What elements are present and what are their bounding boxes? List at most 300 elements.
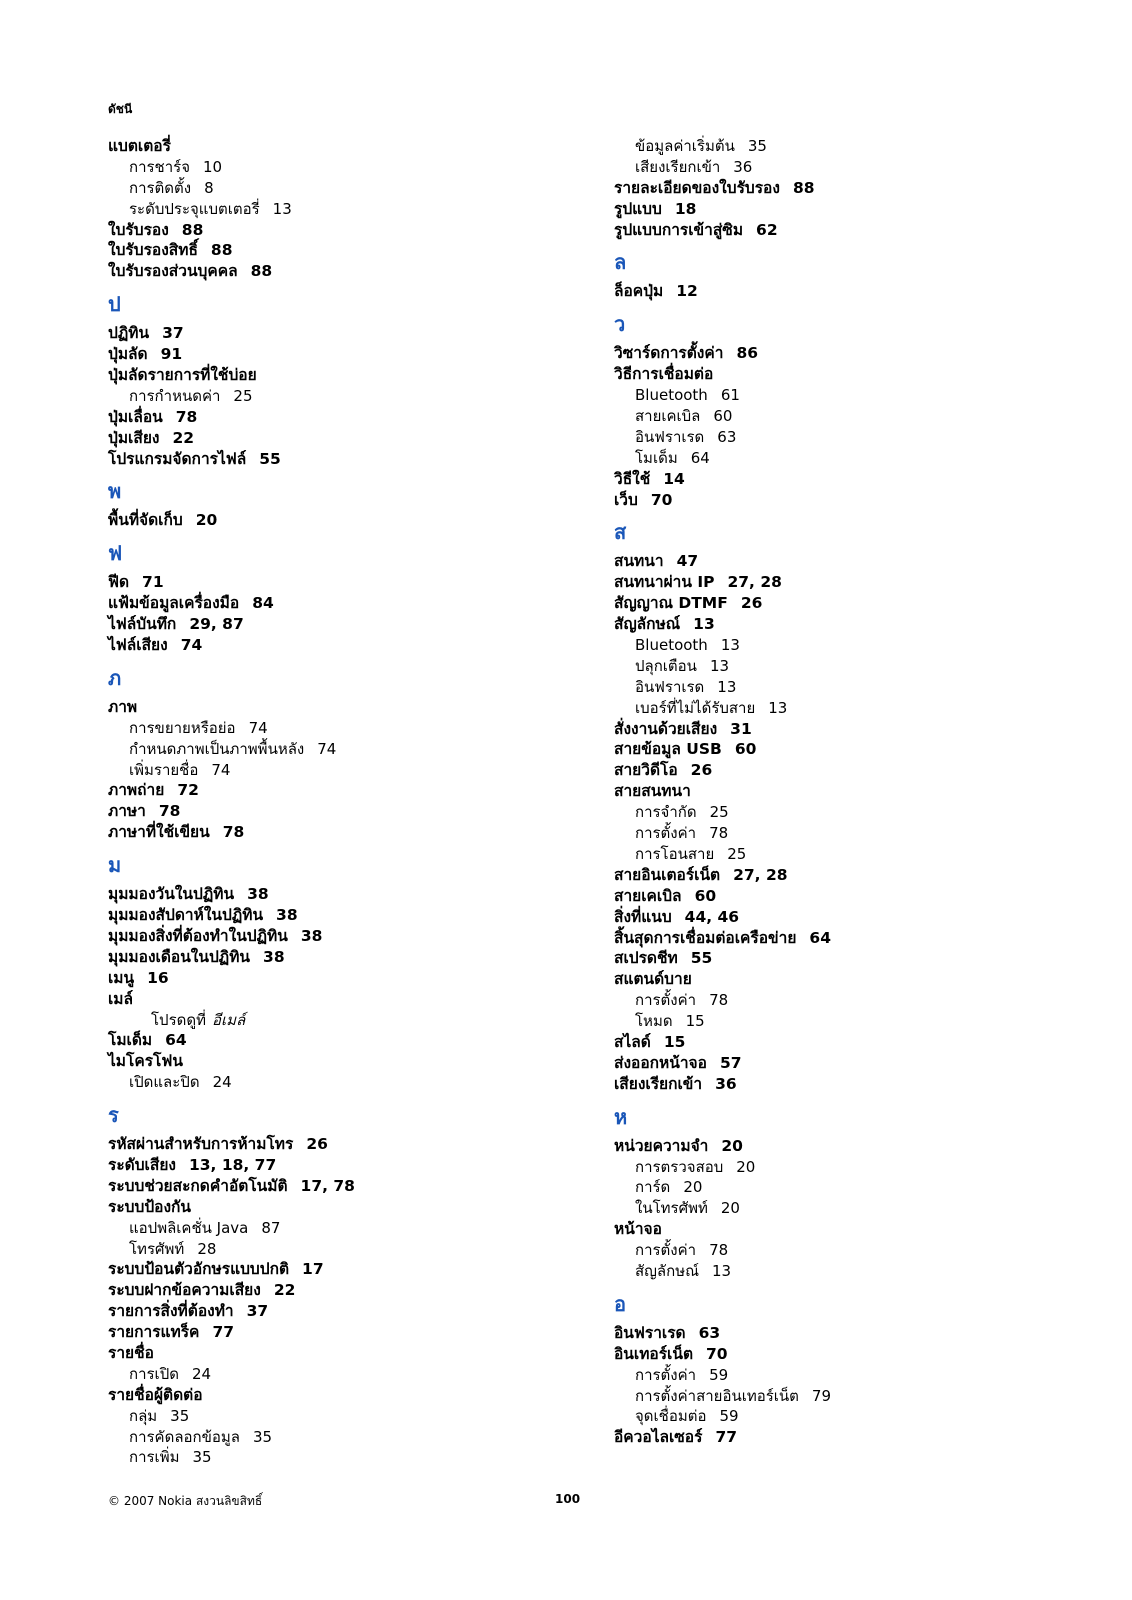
entry-term: ปุ่มลัด	[108, 345, 148, 364]
index-subentry	[614, 990, 1084, 1011]
index-subentry	[614, 448, 1084, 469]
entry-page-ref: 60	[694, 886, 717, 905]
index-subentry	[614, 802, 1084, 823]
entry-page-ref: 77	[715, 1428, 738, 1447]
entry-page-ref: 63	[698, 1323, 721, 1342]
index-section-letter: ร	[108, 1103, 119, 1128]
index-entry	[108, 801, 578, 822]
entry-page-ref: 78	[709, 1241, 729, 1260]
entry-term: อินเทอร์เน็ต	[614, 1344, 694, 1363]
entry-term: การตั้งค่า	[635, 1365, 697, 1384]
index-subentry	[614, 1177, 1084, 1198]
index-subentry	[614, 136, 1084, 157]
entry-page-ref: 35	[747, 137, 767, 155]
entry-page-ref: 25	[709, 803, 729, 822]
entry-page-ref: 74	[317, 739, 337, 758]
entry-page-ref: 55	[259, 449, 281, 468]
entry-page-ref: 78	[222, 823, 245, 842]
entry-page-ref: 17	[302, 1260, 324, 1279]
entry-term: เมล์	[108, 989, 134, 1008]
entry-term: การตรวจสอบ	[635, 1157, 724, 1176]
entry-page-ref: 24	[191, 1364, 212, 1383]
footer-page-number: 100	[555, 1492, 581, 1506]
entry-page-ref: 16	[147, 968, 169, 987]
entry-page-ref: 20	[720, 1199, 740, 1218]
index-entry	[614, 593, 1084, 614]
entry-term: ในโทรศัพท์	[635, 1199, 708, 1218]
index-subentry	[108, 1239, 578, 1260]
entry-term: เว็บ	[614, 490, 638, 509]
entry-page-ref: 20	[736, 1157, 756, 1176]
index-subentry	[614, 635, 1084, 656]
index-entry	[108, 344, 578, 365]
index-entry	[614, 364, 1084, 385]
entry-term: ใบรับรองสิทธิ์	[108, 241, 198, 260]
entry-term: การตั้งค่า	[635, 1241, 697, 1260]
index-entry	[108, 428, 578, 449]
index-subentry	[108, 1072, 578, 1093]
entry-term: โทรศัพท์	[129, 1239, 185, 1258]
entry-page-ref: 8	[204, 178, 214, 197]
entry-page-ref: 71	[142, 573, 164, 592]
entry-term: โปรแกรมจัดการไฟล์	[108, 449, 247, 468]
index-subentry	[614, 1011, 1084, 1032]
entry-term: การตั้งค่า	[635, 824, 697, 843]
index-section-letter: ภ	[108, 665, 122, 690]
entry-page-ref: 84	[252, 594, 274, 613]
entry-page-ref: 38	[300, 926, 323, 945]
entry-term: การโอนสาย	[635, 844, 715, 863]
entry-term: สายวิดีโอ	[614, 761, 678, 780]
entry-page-ref: 87	[261, 1218, 281, 1237]
index-subentry	[614, 1386, 1084, 1407]
index-subentry	[614, 656, 1084, 677]
index-subentry	[108, 1427, 578, 1448]
entry-term: สนทนาผ่าน IP	[614, 573, 715, 592]
index-entry	[614, 343, 1084, 364]
entry-page-ref: 14	[663, 469, 685, 488]
entry-page-ref: 13	[720, 636, 740, 655]
entry-page-ref: 88	[181, 220, 204, 239]
index-entry	[108, 261, 578, 282]
entry-page-ref: 26	[306, 1135, 328, 1154]
entry-term: โมเด็ม	[108, 1031, 153, 1050]
index-section-letter: ห	[614, 1104, 628, 1129]
entry-page-ref: 37	[246, 1302, 269, 1321]
index-subentry	[614, 1157, 1084, 1178]
index-entry	[108, 572, 578, 593]
index-section-letter: ฟ	[108, 541, 123, 566]
entry-term: การคัดลอกข้อมูล	[129, 1427, 240, 1446]
entry-term: ล็อคปุ่ม	[614, 282, 664, 301]
index-entry	[108, 947, 578, 968]
entry-term: การตั้งค่า	[635, 991, 697, 1010]
index-subentry	[108, 199, 578, 220]
entry-page-ref: 27, 28	[733, 865, 788, 884]
entry-page-ref: 13, 18, 77	[188, 1155, 277, 1174]
entry-term: กำหนดภาพเป็นภาพพื้นหลัง	[129, 739, 305, 758]
entry-page-ref: 64	[690, 448, 710, 467]
index-subentry	[614, 406, 1084, 427]
entry-term: ฟีด	[108, 573, 130, 592]
entry-page-ref: 10	[203, 157, 223, 176]
entry-page-ref: 22	[273, 1281, 296, 1300]
index-entry	[614, 1427, 1084, 1448]
index-entry	[614, 1053, 1084, 1074]
index-entry	[108, 968, 578, 989]
entry-term: สิ้นสุดการเชื่อมต่อเครือข่าย	[614, 928, 797, 947]
index-entry	[614, 739, 1084, 760]
entry-page-ref: 17, 78	[300, 1176, 355, 1195]
index-entry	[108, 905, 578, 926]
see-label: โปรดดูที่	[151, 1010, 207, 1029]
entry-term: โหมด	[635, 1012, 673, 1031]
entry-term: Bluetooth	[635, 386, 708, 405]
entry-page-ref: 64	[809, 928, 831, 947]
entry-page-ref: 29, 87	[189, 615, 244, 634]
index-entry	[614, 614, 1084, 635]
index-subentry	[108, 1406, 578, 1427]
index-section-letter: พ	[108, 479, 122, 504]
index-entry	[614, 781, 1084, 802]
entry-term: วิธีใช้	[614, 469, 651, 488]
index-see-reference	[108, 1010, 578, 1031]
entry-term: การตั้งค่าสายอินเทอร์เน็ต	[635, 1386, 799, 1405]
index-subentry	[614, 1406, 1084, 1427]
index-entry	[108, 449, 578, 470]
entry-term: จุดเชื่อมต่อ	[635, 1407, 707, 1426]
entry-term: รูปแบบ	[614, 199, 662, 218]
index-entry	[614, 1323, 1084, 1344]
index-entry	[614, 1219, 1084, 1240]
index-entry	[614, 178, 1084, 199]
entry-term: ข้อมูลค่าเริ่มต้น	[635, 137, 735, 155]
entry-page-ref: 15	[685, 1012, 705, 1031]
entry-term: อินฟราเรด	[614, 1323, 686, 1342]
index-subentry	[614, 1198, 1084, 1219]
index-section-letter: ส	[614, 520, 627, 545]
entry-term: มุมมองเดือนในปฏิทิน	[108, 947, 251, 966]
entry-page-ref: 59	[719, 1407, 739, 1426]
entry-term: สนทนา	[614, 552, 664, 571]
index-entry	[614, 199, 1084, 220]
entry-page-ref: 88	[792, 178, 815, 197]
entry-page-ref: 78	[709, 991, 729, 1010]
entry-term: อีควอไลเซอร์	[614, 1428, 703, 1447]
index-entry	[108, 240, 578, 261]
index-entry	[108, 697, 578, 718]
entry-term: อินฟราเรด	[635, 427, 705, 446]
entry-page-ref: 38	[247, 885, 269, 904]
entry-term: การจำกัด	[635, 803, 697, 822]
index-subentry	[108, 718, 578, 739]
entry-page-ref: 63	[717, 427, 737, 446]
entry-page-ref: 77	[212, 1323, 235, 1342]
entry-page-ref: 72	[177, 781, 199, 800]
entry-page-ref: 13	[712, 1261, 732, 1280]
entry-page-ref: 59	[709, 1365, 729, 1384]
entry-term: ภาษาที่ใช้เขียน	[108, 823, 210, 842]
entry-term: สิ่งที่แนบ	[614, 907, 672, 926]
index-entry	[614, 281, 1084, 302]
index-section-letter: ม	[108, 853, 122, 878]
index-entry	[614, 865, 1084, 886]
index-entry	[108, 926, 578, 947]
index-entry	[614, 928, 1084, 949]
entry-page-ref: 25	[727, 844, 747, 863]
index-subentry	[614, 677, 1084, 698]
entry-page-ref: 25	[233, 386, 253, 405]
entry-term: สไลด์	[614, 1032, 651, 1051]
entry-term: รายชื่อ	[108, 1343, 154, 1362]
index-subentry	[108, 386, 578, 407]
entry-page-ref: 35	[170, 1406, 190, 1425]
entry-page-ref: 88	[210, 241, 233, 260]
entry-term: การเปิด	[129, 1364, 179, 1383]
entry-term: ไมโครโฟน	[108, 1052, 183, 1071]
entry-term: ระบบป้องกัน	[108, 1197, 192, 1216]
index-entry	[614, 1032, 1084, 1053]
entry-term: ภาษา	[108, 802, 146, 821]
index-entry	[108, 1155, 578, 1176]
entry-term: ไฟล์บันทึก	[108, 615, 177, 634]
entry-term: เพิ่มรายชื่อ	[129, 760, 199, 779]
index-entry	[108, 1280, 578, 1301]
entry-page-ref: 57	[719, 1053, 742, 1072]
entry-page-ref: 78	[709, 824, 729, 843]
index-entry	[108, 1322, 578, 1343]
entry-page-ref: 13	[768, 698, 788, 717]
entry-page-ref: 15	[663, 1032, 686, 1051]
index-entry	[108, 1197, 578, 1218]
entry-page-ref: 20	[721, 1136, 743, 1155]
entry-page-ref: 44, 46	[684, 907, 740, 926]
entry-page-ref: 55	[690, 949, 713, 968]
entry-page-ref: 20	[683, 1178, 703, 1197]
entry-term: รหัสผ่านสำหรับการห้ามโทร	[108, 1135, 294, 1154]
entry-term: ภาพ	[108, 697, 138, 716]
entry-term: เปิดและปิด	[129, 1073, 200, 1092]
entry-page-ref: 70	[706, 1344, 728, 1363]
entry-term: ระบบช่วยสะกดคำอัตโนมัติ	[108, 1176, 288, 1195]
entry-page-ref: 13	[693, 615, 715, 634]
entry-term: สแตนด์บาย	[614, 970, 692, 989]
entry-term: วิธีการเชื่อมต่อ	[614, 365, 714, 384]
entry-page-ref: 78	[158, 802, 181, 821]
index-subentry	[108, 178, 578, 199]
entry-term: สายเคเบิล	[635, 407, 701, 426]
entry-page-ref: 60	[734, 740, 757, 759]
entry-term: รายชื่อผู้ติดต่อ	[108, 1385, 203, 1404]
index-entry	[108, 989, 578, 1010]
index-entry	[108, 1343, 578, 1364]
entry-term: สายเคเบิล	[614, 886, 682, 905]
entry-term: ระบบป้อนตัวอักษรแบบปกติ	[108, 1260, 290, 1279]
index-entry	[108, 1176, 578, 1197]
entry-page-ref: 38	[263, 947, 285, 966]
entry-page-ref: 35	[192, 1448, 212, 1467]
entry-page-ref: 60	[713, 407, 733, 426]
entry-term: เสียงเรียกเข้า	[635, 157, 721, 176]
index-entry	[614, 886, 1084, 907]
entry-page-ref: 18	[674, 199, 697, 218]
entry-term: การชาร์จ	[129, 157, 191, 176]
entry-page-ref: 26	[690, 761, 713, 780]
entry-term: สายอินเตอร์เน็ต	[614, 865, 721, 884]
footer-copyright: © 2007 Nokia สงวนลิขสิทธิ์	[108, 1494, 263, 1508]
entry-term: ระบบฝากข้อความเสียง	[108, 1281, 261, 1300]
entry-page-ref: 91	[160, 345, 183, 364]
entry-term: สายข้อมูล USB	[614, 740, 722, 759]
entry-page-ref: 20	[195, 511, 218, 530]
index-entry	[614, 572, 1084, 593]
index-subentry	[614, 844, 1084, 865]
entry-page-ref: 47	[676, 552, 699, 571]
index-subentry	[614, 1240, 1084, 1261]
entry-term: ปุ่มลัดรายการที่ใช้บ่อย	[108, 366, 257, 385]
index-column-left	[108, 136, 578, 1468]
entry-page-ref: 78	[175, 407, 198, 426]
entry-term: รายละเอียดของใบรับรอง	[614, 178, 780, 197]
entry-page-ref: 36	[715, 1074, 737, 1093]
entry-term: Bluetooth	[635, 636, 708, 655]
index-entry	[614, 469, 1084, 490]
entry-page-ref: 22	[172, 428, 195, 447]
index-entry	[614, 969, 1084, 990]
entry-page-ref: 64	[165, 1031, 187, 1050]
entry-term: ใบรับรอง	[108, 220, 169, 239]
entry-term: สัญลักษณ์	[614, 615, 681, 634]
index-entry	[108, 635, 578, 656]
entry-page-ref: 27, 28	[727, 573, 782, 592]
entry-term: สั่งงานด้วยเสียง	[614, 719, 718, 738]
entry-term: สเปรดชีท	[614, 949, 678, 968]
entry-term: การขยายหรือย่อ	[129, 718, 236, 737]
entry-term: ภาพถ่าย	[108, 781, 165, 800]
entry-term: วิซาร์ดการตั้งค่า	[614, 344, 724, 363]
entry-term: รายการสิ่งที่ต้องทำ	[108, 1302, 234, 1321]
entry-term: รายการแทร็ค	[108, 1323, 200, 1342]
entry-term: พื้นที่จัดเก็บ	[108, 511, 183, 530]
index-entry	[108, 1030, 578, 1051]
entry-term: ใบรับรองส่วนบุคคล	[108, 262, 238, 281]
index-subentry	[614, 157, 1084, 178]
entry-term: ส่งออกหน้าจอ	[614, 1053, 707, 1072]
index-subentry	[614, 823, 1084, 844]
entry-page-ref: 74	[211, 760, 231, 779]
index-entry	[108, 407, 578, 428]
entry-term: หน้าจอ	[614, 1220, 662, 1239]
entry-term: อินฟราเรด	[635, 677, 705, 696]
index-subentry	[108, 760, 578, 781]
entry-page-ref: 28	[197, 1239, 217, 1258]
index-entry	[108, 220, 578, 241]
index-entry	[614, 948, 1084, 969]
entry-term: โมเด็ม	[635, 448, 678, 467]
entry-page-ref: 70	[650, 490, 673, 509]
index-entry	[614, 1074, 1084, 1095]
entry-page-ref: 26	[740, 594, 763, 613]
index-entry	[108, 136, 578, 157]
index-section-letter: ว	[614, 312, 626, 337]
index-subentry	[108, 1447, 578, 1468]
entry-page-ref: 37	[162, 324, 184, 343]
index-entry	[108, 822, 578, 843]
index-entry	[614, 490, 1084, 511]
index-column-right	[614, 136, 1084, 1448]
entry-term: ปลุกเตือน	[635, 656, 697, 675]
index-subentry	[108, 739, 578, 760]
entry-page-ref: 61	[720, 386, 740, 405]
entry-page-ref: 62	[756, 220, 778, 239]
index-section-letter: อ	[614, 1291, 627, 1316]
index-section-letter: ล	[614, 250, 627, 275]
entry-term: เมนู	[108, 968, 135, 987]
entry-term: กลุ่ม	[129, 1406, 158, 1425]
index-subentry	[614, 385, 1084, 406]
index-entry	[108, 1301, 578, 1322]
entry-page-ref: 12	[676, 282, 698, 301]
index-entry	[108, 1134, 578, 1155]
entry-term: แอปพลิเคชั่น Java	[129, 1218, 249, 1237]
index-entry	[108, 365, 578, 386]
entry-term: ปุ่มเลื่อน	[108, 407, 163, 426]
index-entry	[614, 220, 1084, 241]
see-target: อีเมล์	[212, 1010, 246, 1029]
index-entry	[108, 780, 578, 801]
index-entry	[108, 593, 578, 614]
entry-term: การเพิ่ม	[129, 1448, 180, 1467]
index-entry	[614, 1136, 1084, 1157]
index-entry	[614, 719, 1084, 740]
entry-term: แฟ้มข้อมูลเครื่องมือ	[108, 594, 240, 613]
entry-term: แบตเตอรี่	[108, 137, 171, 155]
entry-page-ref: 79	[811, 1386, 832, 1405]
index-subentry	[614, 1365, 1084, 1386]
index-section-letter: ป	[108, 292, 121, 317]
index-entry	[614, 551, 1084, 572]
entry-page-ref: 35	[252, 1427, 273, 1446]
entry-term: สัญญาณ DTMF	[614, 594, 728, 613]
entry-term: สัญลักษณ์	[635, 1261, 700, 1280]
index-entry	[614, 907, 1084, 928]
index-entry	[108, 323, 578, 344]
entry-term: มุมมองวันในปฏิทิน	[108, 885, 235, 904]
entry-page-ref: 74	[248, 718, 268, 737]
entry-page-ref: 38	[276, 906, 298, 925]
index-subentry	[614, 1261, 1084, 1282]
entry-term: ไฟล์เสียง	[108, 636, 168, 655]
index-entry	[614, 1344, 1084, 1365]
index-subentry	[614, 427, 1084, 448]
entry-term: ปุ่มเสียง	[108, 428, 160, 447]
index-entry	[108, 614, 578, 635]
entry-page-ref: 13	[709, 656, 730, 675]
index-entry	[108, 1051, 578, 1072]
entry-page-ref: 31	[730, 719, 752, 738]
entry-term: ปฏิทิน	[108, 324, 150, 343]
entry-term: มุมมองสิ่งที่ต้องทำในปฏิทิน	[108, 926, 288, 945]
entry-term: รูปแบบการเข้าสู่ซิม	[614, 220, 744, 239]
entry-term: ระดับประจุแบตเตอรี่	[129, 199, 260, 218]
entry-term: เบอร์ที่ไม่ได้รับสาย	[635, 698, 756, 717]
index-subentry	[108, 1218, 578, 1239]
page-header-title: ดัชนี	[108, 102, 133, 116]
index-entry	[108, 884, 578, 905]
entry-term: สายสนทนา	[614, 782, 691, 801]
entry-term: หน่วยความจำ	[614, 1136, 709, 1155]
entry-page-ref: 88	[250, 262, 273, 281]
